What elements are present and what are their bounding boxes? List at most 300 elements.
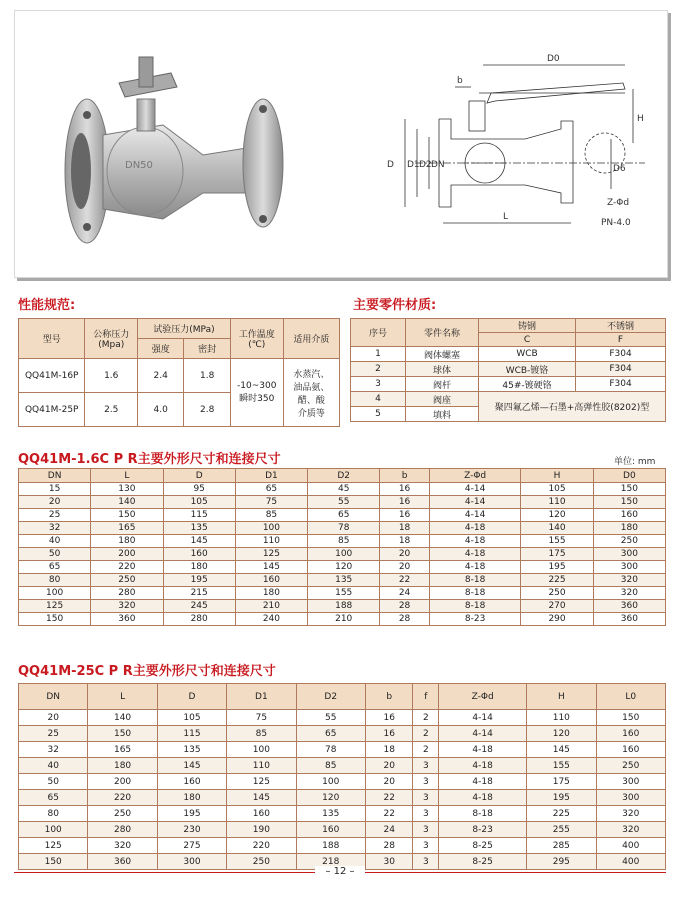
- table-cell: 250: [521, 587, 593, 600]
- table-cell: 3: [413, 774, 439, 790]
- table-cell: 150: [19, 613, 91, 626]
- table-cell: 3: [413, 790, 439, 806]
- table-cell: 16: [365, 710, 413, 726]
- table-header-row: [19, 469, 666, 483]
- table-cell: 145: [163, 535, 235, 548]
- table-cell: 240: [235, 613, 307, 626]
- table-cell: 300: [593, 561, 665, 574]
- table-row: [19, 790, 666, 806]
- table-cell: 320: [91, 600, 163, 613]
- table-cell: 18: [380, 522, 429, 535]
- table-cell: 150: [596, 710, 665, 726]
- column-header: H: [521, 469, 593, 483]
- table-cell: 160: [593, 509, 665, 522]
- spec-header-model: 型号: [19, 319, 85, 359]
- table-cell: 215: [163, 587, 235, 600]
- mat-header-f: F: [576, 333, 666, 347]
- column-header: DN: [19, 684, 88, 710]
- table-cell: 85: [235, 509, 307, 522]
- table-cell: 8-25: [439, 854, 527, 870]
- table-row: [19, 522, 666, 535]
- table-cell: 400: [596, 854, 665, 870]
- table-cell: 300: [593, 548, 665, 561]
- mat-cell: 阀座: [406, 392, 479, 407]
- table-cell: 3: [413, 854, 439, 870]
- table-row: [19, 742, 666, 758]
- table-row: [19, 574, 666, 587]
- dimension-table-16: [18, 468, 666, 626]
- table-cell: 8-25: [439, 838, 527, 854]
- column-header: b: [365, 684, 413, 710]
- table-row: [19, 548, 666, 561]
- table-cell: 50: [19, 774, 88, 790]
- table-row: [19, 710, 666, 726]
- table-cell: 4-14: [429, 483, 521, 496]
- table-cell: 18: [365, 742, 413, 758]
- table-cell: 20: [365, 758, 413, 774]
- mat-cell: F304: [576, 362, 666, 377]
- table-row: [19, 535, 666, 548]
- mat-cell: 球体: [406, 362, 479, 377]
- table-cell: 250: [91, 574, 163, 587]
- table-cell: 150: [91, 509, 163, 522]
- table-cell: 220: [91, 561, 163, 574]
- table-cell: 80: [19, 806, 88, 822]
- table-cell: 200: [88, 774, 157, 790]
- table-cell: 195: [163, 574, 235, 587]
- table-cell: 8-23: [439, 822, 527, 838]
- column-header: b: [380, 469, 429, 483]
- table-cell: 3: [413, 806, 439, 822]
- table-cell: 115: [163, 509, 235, 522]
- table-header-row: [19, 684, 666, 710]
- label-d0: D0: [547, 54, 560, 64]
- table-cell: 220: [88, 790, 157, 806]
- table-cell: 300: [596, 790, 665, 806]
- column-header: Z-Φd: [429, 469, 521, 483]
- table-cell: 22: [365, 790, 413, 806]
- table-cell: 360: [593, 613, 665, 626]
- table-row: [19, 774, 666, 790]
- table-cell: 65: [19, 790, 88, 806]
- table-cell: 320: [596, 822, 665, 838]
- table-cell: 4-14: [439, 710, 527, 726]
- mat-cell: WCB: [479, 347, 576, 362]
- table-cell: 255: [527, 822, 596, 838]
- unit-note: 单位: mm: [614, 457, 656, 467]
- column-header: L0: [596, 684, 665, 710]
- table-cell: 195: [157, 806, 226, 822]
- spec-medium-cell: [283, 359, 339, 427]
- table-cell: 115: [157, 726, 226, 742]
- table-cell: 275: [157, 838, 226, 854]
- table-cell: 250: [596, 758, 665, 774]
- table-cell: 75: [235, 496, 307, 509]
- table-cell: 30: [365, 854, 413, 870]
- table-cell: 145: [235, 561, 307, 574]
- spec-temp-line1: -10~300: [237, 381, 277, 391]
- table-cell: 8-18: [429, 574, 521, 587]
- table-cell: 220: [227, 838, 296, 854]
- table-cell: 360: [593, 600, 665, 613]
- table-cell: 155: [521, 535, 593, 548]
- column-header: D0: [593, 469, 665, 483]
- mat-header-c: C: [479, 333, 576, 347]
- table-cell: 180: [91, 535, 163, 548]
- table-cell: 25: [19, 726, 88, 742]
- table-row: [19, 600, 666, 613]
- column-header: D2: [296, 684, 365, 710]
- table-cell: 125: [19, 600, 91, 613]
- table-cell: 160: [235, 574, 307, 587]
- table-cell: 280: [88, 822, 157, 838]
- column-header: D: [163, 469, 235, 483]
- table-cell: 4-14: [429, 496, 521, 509]
- table-cell: 78: [296, 742, 365, 758]
- table-cell: 16: [380, 509, 429, 522]
- table-cell: 100: [296, 774, 365, 790]
- table-row: [19, 509, 666, 522]
- table-cell: 20: [19, 710, 88, 726]
- table-cell: 150: [593, 496, 665, 509]
- table-cell: 65: [296, 726, 365, 742]
- table-cell: 165: [91, 522, 163, 535]
- table-cell: 4-18: [429, 561, 521, 574]
- table-cell: 85: [296, 758, 365, 774]
- table-cell: 32: [19, 742, 88, 758]
- column-header: Z-Φd: [439, 684, 527, 710]
- table-cell: 55: [308, 496, 380, 509]
- table-row: [19, 726, 666, 742]
- table-cell: 155: [527, 758, 596, 774]
- table-row: [19, 806, 666, 822]
- table-cell: 18: [380, 535, 429, 548]
- table-cell: 4-14: [429, 509, 521, 522]
- mat-cell: 阀杆: [406, 377, 479, 392]
- table-cell: 150: [88, 726, 157, 742]
- spec-table: [18, 318, 340, 427]
- table-cell: 110: [227, 758, 296, 774]
- table-cell: 320: [593, 574, 665, 587]
- table-cell: 145: [157, 758, 226, 774]
- table-cell: 8-18: [429, 587, 521, 600]
- table-cell: 65: [308, 509, 380, 522]
- table-cell: 100: [19, 587, 91, 600]
- table-row: [19, 758, 666, 774]
- table-cell: 188: [308, 600, 380, 613]
- column-header: D: [157, 684, 226, 710]
- table-cell: 28: [365, 838, 413, 854]
- table-cell: 120: [308, 561, 380, 574]
- table-cell: 20: [19, 496, 91, 509]
- mat-row: [351, 377, 666, 392]
- table-cell: 360: [88, 854, 157, 870]
- table-cell: 145: [227, 790, 296, 806]
- table-cell: 4-18: [429, 535, 521, 548]
- label-d1: D1: [407, 160, 420, 170]
- table-cell: 225: [521, 574, 593, 587]
- table-cell: 135: [157, 742, 226, 758]
- table-cell: 150: [593, 483, 665, 496]
- table-cell: 180: [163, 561, 235, 574]
- table-cell: 230: [157, 822, 226, 838]
- table-cell: 130: [91, 483, 163, 496]
- table-cell: 78: [308, 522, 380, 535]
- spec-medium-line: 介质等: [297, 408, 325, 419]
- mat-row: [351, 392, 666, 407]
- spec-cell: 2.5: [85, 393, 138, 427]
- column-header: D2: [308, 469, 380, 483]
- spec-cell: 2.4: [138, 359, 184, 393]
- table-cell: 16: [380, 483, 429, 496]
- table-cell: 22: [380, 574, 429, 587]
- mat-cell: 1: [351, 347, 406, 362]
- table-cell: 8-23: [429, 613, 521, 626]
- dimension-table-25: [18, 683, 666, 870]
- table-cell: 180: [235, 587, 307, 600]
- mat-cell: 5: [351, 407, 406, 422]
- table-cell: 180: [593, 522, 665, 535]
- table-cell: 20: [365, 774, 413, 790]
- page-number: – 12 –: [315, 866, 365, 877]
- table-cell: 4-18: [439, 790, 527, 806]
- table25-title: QQ41M-25C P R主要外形尺寸和连接尺寸: [18, 664, 276, 679]
- table-cell: 195: [521, 561, 593, 574]
- table-cell: 400: [596, 838, 665, 854]
- table-cell: 24: [365, 822, 413, 838]
- spec-section-title: 性能规范:: [18, 298, 76, 313]
- table-cell: 28: [380, 600, 429, 613]
- table-cell: 80: [19, 574, 91, 587]
- material-table: [350, 318, 666, 422]
- table-cell: 270: [521, 600, 593, 613]
- table-cell: 100: [308, 548, 380, 561]
- table-cell: 65: [235, 483, 307, 496]
- table-cell: 85: [308, 535, 380, 548]
- table-cell: 28: [380, 613, 429, 626]
- table-cell: 3: [413, 822, 439, 838]
- table-cell: 4-18: [429, 522, 521, 535]
- table-cell: 110: [521, 496, 593, 509]
- spec-header-seal: 密封: [184, 339, 230, 359]
- technical-drawing: [375, 39, 665, 249]
- table-cell: 295: [527, 854, 596, 870]
- spec-medium-line: 油品氨、: [293, 382, 330, 393]
- table-cell: 4-18: [429, 548, 521, 561]
- table-cell: 4-18: [439, 742, 527, 758]
- table-cell: 250: [593, 535, 665, 548]
- table-cell: 45: [308, 483, 380, 496]
- mat-row: [351, 347, 666, 362]
- table-cell: 360: [91, 613, 163, 626]
- table-cell: 16: [380, 496, 429, 509]
- table-cell: 195: [527, 790, 596, 806]
- spec-medium-line: 水蒸汽、: [293, 369, 330, 380]
- mat-header-no: 序号: [351, 319, 406, 347]
- spec-cell: QQ41M-16P: [19, 359, 85, 393]
- spec-header-medium: 适用介质: [283, 319, 339, 359]
- table-cell: 290: [521, 613, 593, 626]
- table-cell: 250: [88, 806, 157, 822]
- table-cell: 105: [521, 483, 593, 496]
- table-cell: 20: [380, 561, 429, 574]
- table-cell: 190: [227, 822, 296, 838]
- product-image-panel: [14, 10, 668, 278]
- table-cell: 200: [91, 548, 163, 561]
- table-cell: 95: [163, 483, 235, 496]
- mat-cell: 阀体螺塞: [406, 347, 479, 362]
- table-cell: 110: [527, 710, 596, 726]
- mat-cell: 2: [351, 362, 406, 377]
- table-cell: 188: [296, 838, 365, 854]
- table-cell: 15: [19, 483, 91, 496]
- column-header: L: [91, 469, 163, 483]
- table-cell: 120: [521, 509, 593, 522]
- table-cell: 160: [596, 726, 665, 742]
- label-dn: DN: [431, 160, 445, 170]
- table-cell: 135: [163, 522, 235, 535]
- table-cell: 65: [19, 561, 91, 574]
- table-cell: 120: [527, 726, 596, 742]
- table-cell: 155: [308, 587, 380, 600]
- table-cell: 125: [235, 548, 307, 561]
- table-cell: 20: [380, 548, 429, 561]
- table-cell: 320: [88, 838, 157, 854]
- table-cell: 40: [19, 758, 88, 774]
- table-cell: 320: [593, 587, 665, 600]
- material-section-title: 主要零件材质:: [353, 298, 437, 313]
- spec-cell: QQ41M-25P: [19, 393, 85, 427]
- table-cell: 25: [19, 509, 91, 522]
- table-cell: 3: [413, 838, 439, 854]
- table-cell: 180: [88, 758, 157, 774]
- mat-merged-material: 聚四氟乙烯—石墨+高弹性胶(8202)型: [479, 392, 666, 422]
- table-cell: 105: [157, 710, 226, 726]
- table-cell: 100: [19, 822, 88, 838]
- table-cell: 8-18: [439, 806, 527, 822]
- table-cell: 160: [157, 774, 226, 790]
- label-b: b: [457, 76, 463, 86]
- table-cell: 160: [596, 742, 665, 758]
- table-cell: 22: [365, 806, 413, 822]
- table-cell: 105: [163, 496, 235, 509]
- table-cell: 210: [308, 613, 380, 626]
- table-cell: 160: [163, 548, 235, 561]
- table-cell: 135: [296, 806, 365, 822]
- table-cell: 55: [296, 710, 365, 726]
- table-cell: 40: [19, 535, 91, 548]
- table-cell: 300: [596, 774, 665, 790]
- spec-header-test-pressure: 试验压力(MPa): [138, 319, 231, 339]
- column-header: D1: [227, 684, 296, 710]
- valve-photo: [53, 43, 293, 255]
- table-cell: 32: [19, 522, 91, 535]
- table-row: [19, 496, 666, 509]
- label-pn: PN-4.0: [601, 218, 631, 228]
- mat-header-name: 零件名称: [406, 319, 479, 347]
- label-zd: Z-Φd: [607, 198, 630, 208]
- spec-header-temp: 工作温度(℃): [230, 319, 283, 359]
- table-cell: 140: [521, 522, 593, 535]
- spec-cell: 2.8: [184, 393, 230, 427]
- table-cell: 2: [413, 726, 439, 742]
- table-cell: 180: [157, 790, 226, 806]
- table-cell: 210: [235, 600, 307, 613]
- mat-cell: WCB-镀铬: [479, 362, 576, 377]
- spec-cell: 1.6: [85, 359, 138, 393]
- table-cell: 225: [527, 806, 596, 822]
- table-row: [19, 587, 666, 600]
- table-cell: 2: [413, 742, 439, 758]
- table-cell: 280: [91, 587, 163, 600]
- table-cell: 75: [227, 710, 296, 726]
- table-cell: 4-14: [439, 726, 527, 742]
- spec-temp-cell: [230, 359, 283, 427]
- table-cell: 320: [596, 806, 665, 822]
- table-row: [19, 838, 666, 854]
- table-row: [19, 483, 666, 496]
- table16-title: QQ41M-1.6C P R主要外形尺寸和连接尺寸: [18, 452, 281, 467]
- table-cell: 165: [88, 742, 157, 758]
- table-cell: 150: [19, 854, 88, 870]
- table-cell: 175: [521, 548, 593, 561]
- table-cell: 4-18: [439, 774, 527, 790]
- body-marking: DN50: [125, 160, 153, 171]
- label-l: L: [503, 212, 509, 222]
- spec-temp-line2: 瞬时350: [239, 394, 275, 404]
- column-header: DN: [19, 469, 91, 483]
- table-cell: 3: [413, 758, 439, 774]
- mat-cell: 填料: [406, 407, 479, 422]
- table-cell: 50: [19, 548, 91, 561]
- column-header: D1: [235, 469, 307, 483]
- table-cell: 125: [227, 774, 296, 790]
- table-cell: 110: [235, 535, 307, 548]
- table-cell: 285: [527, 838, 596, 854]
- table-cell: 160: [296, 822, 365, 838]
- mat-header-stainless: 不锈钢: [576, 319, 666, 333]
- mat-cell: F304: [576, 377, 666, 392]
- label-d2: D2: [419, 160, 432, 170]
- table-cell: 145: [527, 742, 596, 758]
- table-cell: 280: [163, 613, 235, 626]
- label-d: D: [387, 160, 394, 170]
- table-cell: 245: [163, 600, 235, 613]
- table-cell: 135: [308, 574, 380, 587]
- spec-row: [19, 359, 340, 393]
- table-cell: 125: [19, 838, 88, 854]
- table-cell: 24: [380, 587, 429, 600]
- table-cell: 218: [296, 854, 365, 870]
- spec-cell: 4.0: [138, 393, 184, 427]
- mat-cell: 4: [351, 392, 406, 407]
- mat-row: [351, 362, 666, 377]
- spec-header-strength: 强度: [138, 339, 184, 359]
- table-cell: 2: [413, 710, 439, 726]
- spec-cell: 1.8: [184, 359, 230, 393]
- mat-header-cast: 铸钢: [479, 319, 576, 333]
- table-row: [19, 822, 666, 838]
- label-d6: D6: [613, 164, 626, 174]
- table-cell: 250: [227, 854, 296, 870]
- table-cell: 160: [227, 806, 296, 822]
- table-cell: 85: [227, 726, 296, 742]
- table-cell: 4-18: [439, 758, 527, 774]
- table-cell: 16: [365, 726, 413, 742]
- mat-cell: 3: [351, 377, 406, 392]
- table-row: [19, 613, 666, 626]
- table-cell: 300: [157, 854, 226, 870]
